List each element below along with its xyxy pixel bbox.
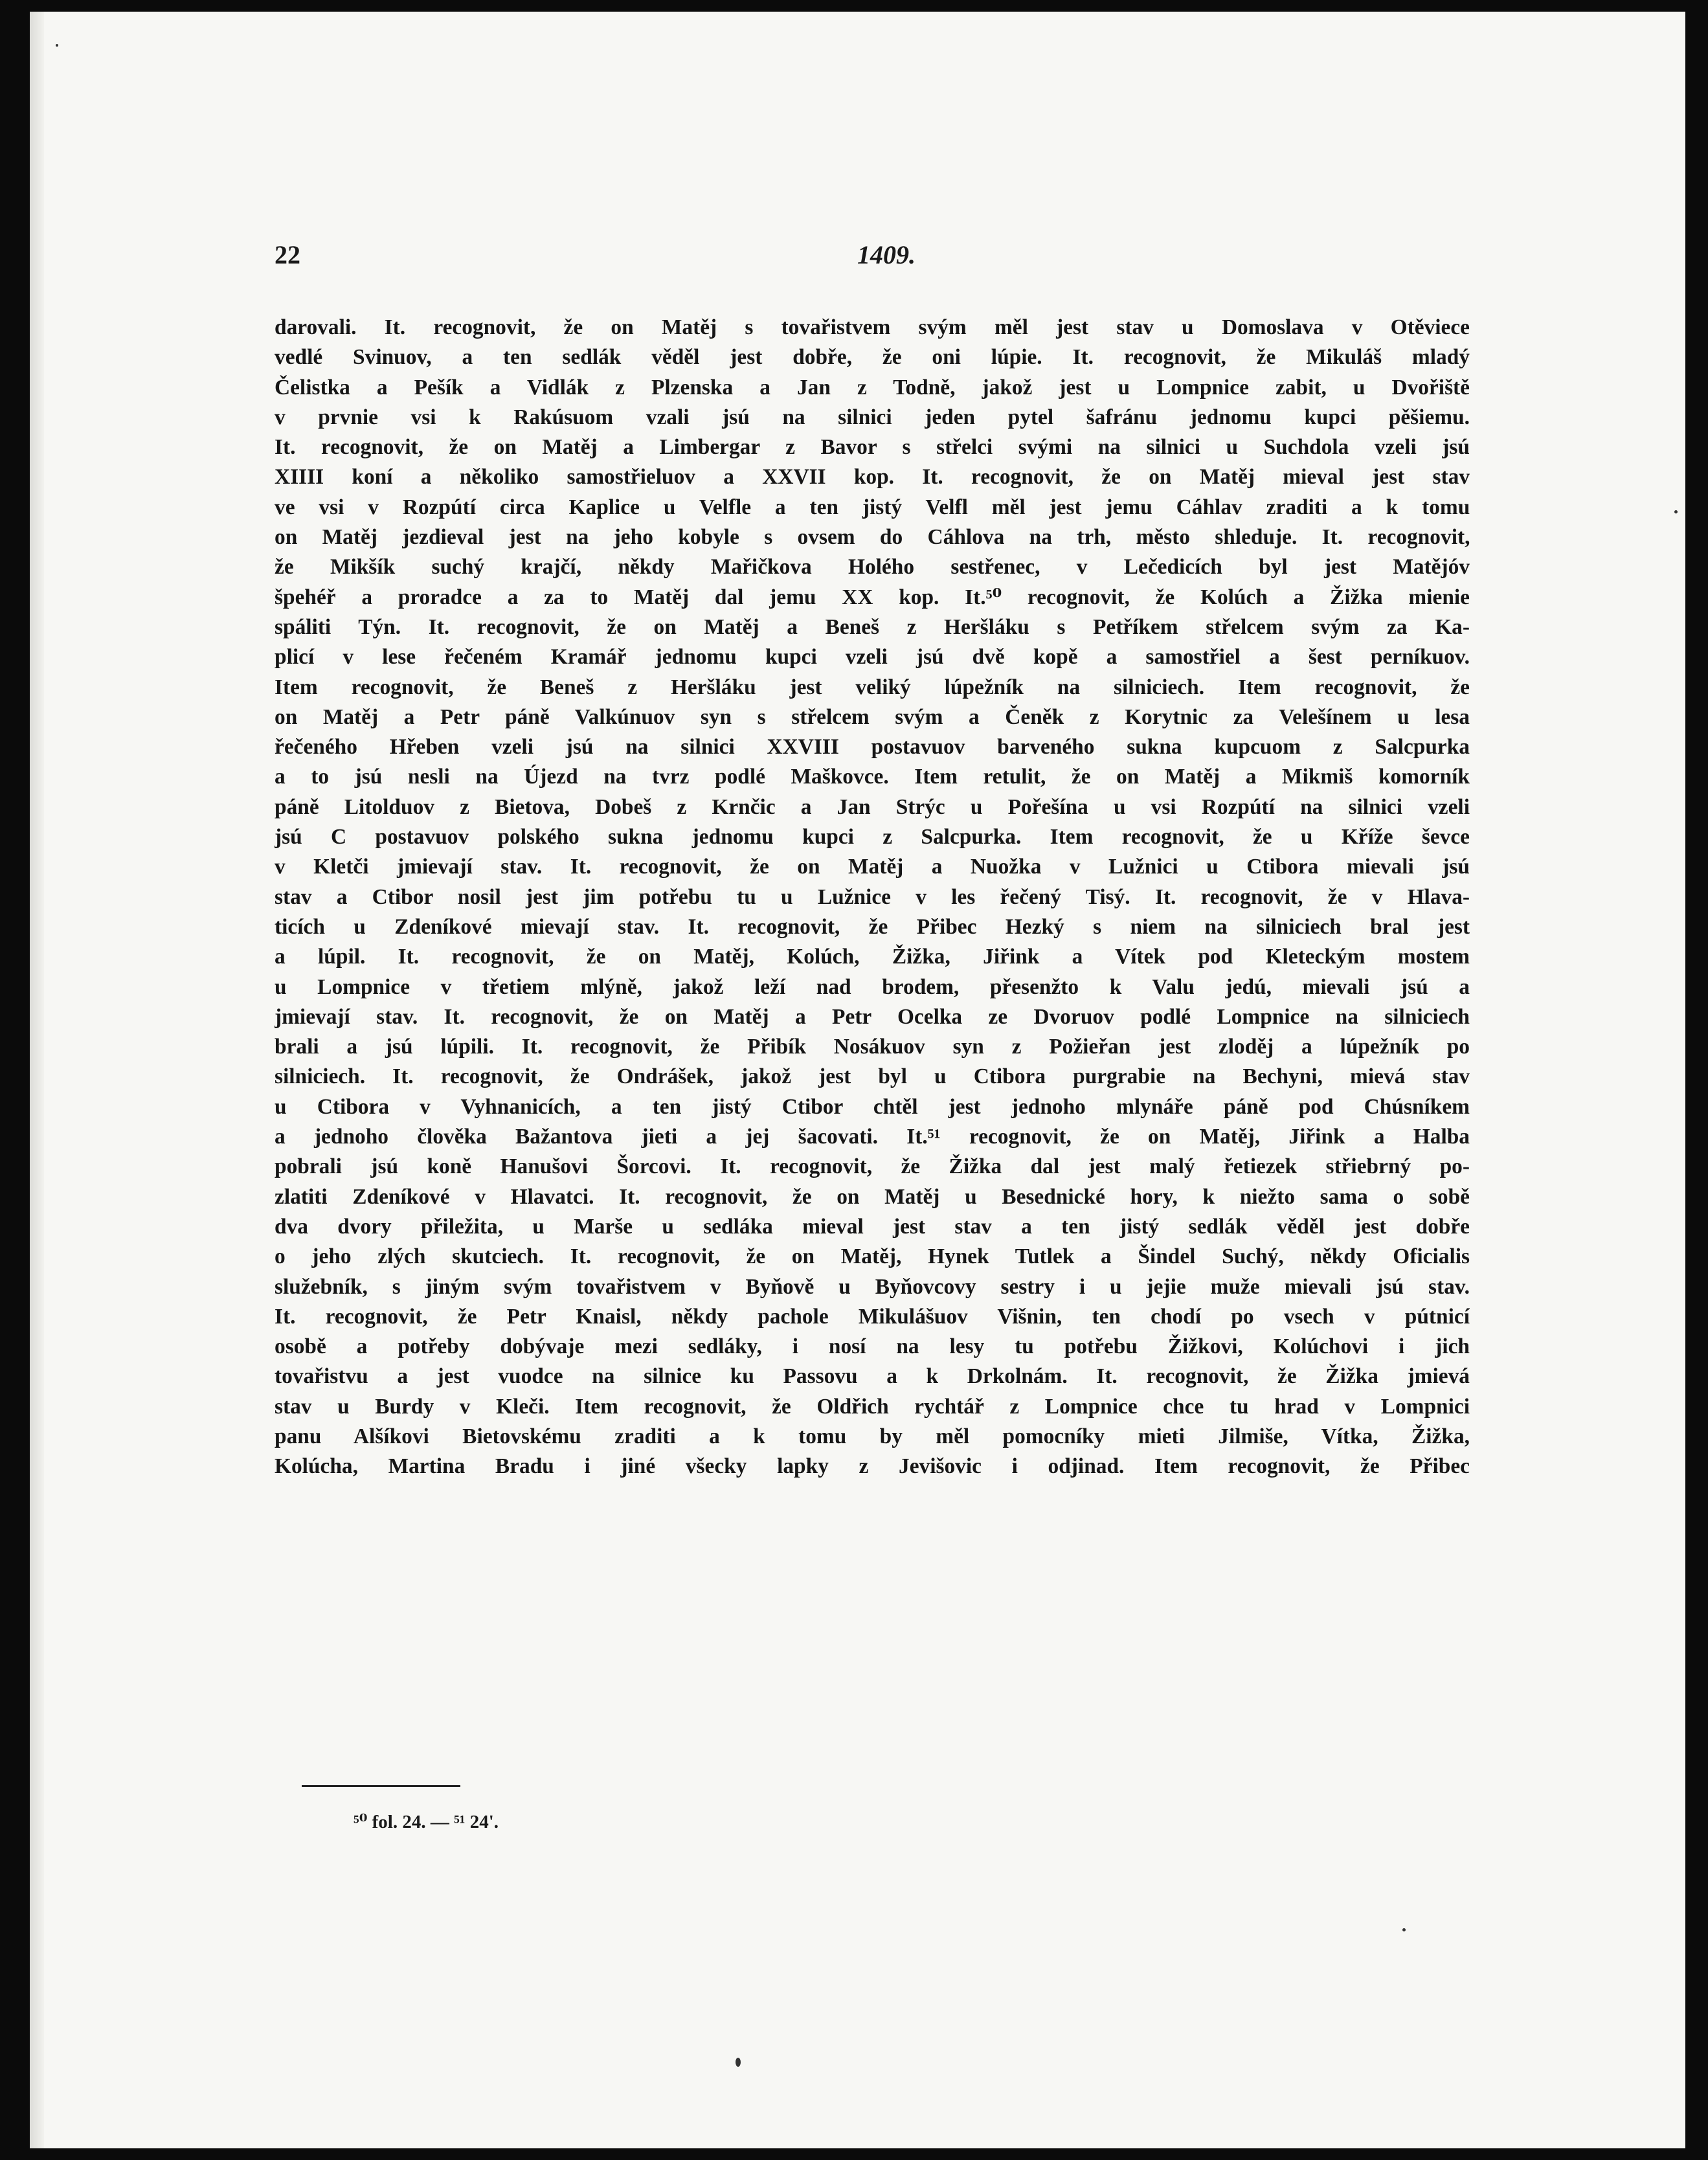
text-line: páně Litolduov z Bietova, Dobeš z Krnčic a Jan Strýc u Pořešína u vsi Rozpútí na silnici vzeli [275,794,1470,819]
text-line: on Matěj a Petr páně Valkúnuov syn s střelcem svým a Čeněk z Korytnic za Velešínem u lesa [275,704,1470,729]
text-line: osobě a potřeby dobývaje mezi sedláky, i nosí na lesy tu potřebu Žižkovi, Kolúchovi i jich [275,1334,1470,1359]
text-line: tovařistvu a jest vuodce na silnice ku Passovu a k Drkolnám. It. recognovit, že Žižka jmievá [275,1364,1470,1389]
running-header [275,240,1485,278]
speck [1402,1928,1406,1931]
footnotes: ⁵⁰ fol. 24. — ⁵¹ 24'. [354,1812,499,1832]
body-text [275,313,1470,1482]
text-line: a jednoho člověka Bažantova jieti a jej šacovati. It.⁵¹ recognovit, že on Matěj, Jiřink a Halba [275,1125,1470,1149]
text-line: It. recognovit, že on Matěj a Limbergar z Bavor s střelci svými na silnici u Suchdola vzeli jsú [275,435,1470,460]
text-line: a lúpil. It. recognovit, že on Matěj, Kolúch, Žižka, Jiřink a Vítek pod Kleteckým mostem [275,945,1470,969]
speck [1674,510,1678,513]
text-line: špehéř a proradce a za to Matěj dal jemu XX kop. It.⁵⁰ recognovit, že Kolúch a Žižka mienie [275,585,1470,609]
text-line: o jeho zlých skutciech. It. recognovit, že on Matěj, Hynek Tutlek a Šindel Suchý, někdy Oficialis [275,1244,1470,1269]
text-line: panu Alšíkovi Bietovskému zraditi a k tomu by měl pomocníky mieti Jilmiše, Vítka, Žižka, [275,1424,1470,1448]
text-line: v Kletči jmievají stav. It. recognovit, že on Matěj a Nuožka v Lužnici u Ctibora mievali jsú [275,855,1470,879]
text-line: služebník, s jiným svým tovařistvem v Byňově u Byňovcovy sestry i u jejie muže mievali jsú stav. [275,1274,1470,1299]
speck [56,44,58,47]
text-line: brali a jsú lúpili. It. recognovit, že Přibík Nosákuov syn z Požieřan jest zloděj a lúpežník po [275,1035,1470,1059]
text-line: ticích u Zdeníkové mievají stav. It. recognovit, že Přibec Hezký s niem na silniciech bral jest [275,914,1470,939]
text-line: silniciech. It. recognovit, že Ondrášek, jakož jest byl u Ctibora purgrabie na Bechyni, mievá stav [275,1064,1470,1089]
text-line: u Lompnice v třetiem mlýně, jakož leží nad brodem, přesenžto k Valu jedú, mievali jsú a [275,974,1470,999]
text-line: ve vsi v Rozpútí circa Kaplice u Velfle a ten jistý Velfl měl jest jemu Cáhlav zraditi a k tomu [275,495,1470,519]
text-line: Kolúcha, Martina Bradu i jiné všecky lapky z Jevišovic i odjinad. Item recognovit, že Přibec [275,1454,1470,1479]
running-year: 1409. [857,240,916,269]
page-edge [30,12,44,2148]
text-line: vedlé Svinuov, a ten sedlák věděl jest dobře, že oni lúpie. It. recognovit, že Mikuláš mladý [275,345,1470,370]
text-line: u Ctibora v Vyhnanicích, a ten jistý Ctibor chtěl jest jednoho mlynáře páně pod Chúsníkem [275,1094,1470,1119]
text-line: XIIII koní a několiko samostřieluov a XXVII kop. It. recognovit, že on Matěj mieval jest stav [275,465,1470,489]
text-line: zlatiti Zdeníkové v Hlavatci. It. recognovit, že on Matěj u Besednické hory, k niežto sama o sobě [275,1184,1470,1209]
text-line: dva dvory přiležita, u Marše u sedláka mieval jest stav a ten jistý sedlák věděl jest dobře [275,1214,1470,1239]
text-line: darovali. It. recognovit, že on Matěj s tovařistvem svým měl jest stav u Domoslava v Otěviece [275,315,1470,339]
text-line: plicí v lese řečeném Kramář jednomu kupci vzeli jsú dvě kopě a samostřiel a šest perníkuov. [275,645,1470,669]
text-line: stav u Burdy v Kleči. Item recognovit, že Oldřich rychtář z Lompnice chce tu hrad v Lompnici [275,1394,1470,1419]
text-line: jmievají stav. It. recognovit, že on Matěj a Petr Ocelka ze Dvoruov podlé Lompnice na silniciech [275,1004,1470,1029]
text-line: It. recognovit, že Petr Knaisl, někdy pachole Mikulášuov Višnin, ten chodí po vsech v pútnicí [275,1304,1470,1329]
text-line: jsú C postavuov polského sukna jednomu kupci z Salcpurka. Item recognovit, že u Kříže ševce [275,825,1470,849]
text-line: Čelistka a Pešík a Vidlák z Plzenska a Jan z Todně, jakož jest u Lompnice zabit, u Dvořiště [275,375,1470,399]
text-line: on Matěj jezdieval jest na jeho kobyle s ovsem do Cáhlova na trh, město shleduje. It. recognovit, [275,525,1470,550]
footnote-divider [302,1785,460,1787]
text-line: řečeného Hřeben vzeli jsú na silnici XXVIII postavuov barveného sukna kupcuom z Salcpurka [275,735,1470,759]
scanned-page [30,12,1685,2148]
text-line: a to jsú nesli na Újezd na tvrz podlé Maškovce. Item retulit, že on Matěj a Mikmiš komorník [275,765,1470,789]
text-line: pobrali jsú koně Hanušovi Šorcovi. It. recognovit, že Žižka dal jest malý řetiezek střiebrný po- [275,1154,1470,1179]
text-line: Item recognovit, že Beneš z Heršláku jest veliký lúpežník na silniciech. Item recognovit, že [275,675,1470,699]
text-line: stav a Ctibor nosil jest jim potřebu tu u Lužnice v les řečený Tisý. It. recognovit, že v Hlava- [275,884,1470,909]
text-line: v prvnie vsi k Rakúsuom vzali jsú na silnici jeden pytel šafránu jednomu kupci pěšiemu. [275,405,1470,429]
text-line: že Mikšík suchý krajčí, někdy Mařičkova Holého sestřenec, v Lečedicích byl jest Matějóv [275,555,1470,579]
page-number: 22 [275,240,300,269]
speck [736,2058,741,2067]
text-line: spáliti Týn. It. recognovit, že on Matěj a Beneš z Heršláku s Petříkem střelcem svým za Ka- [275,614,1470,639]
